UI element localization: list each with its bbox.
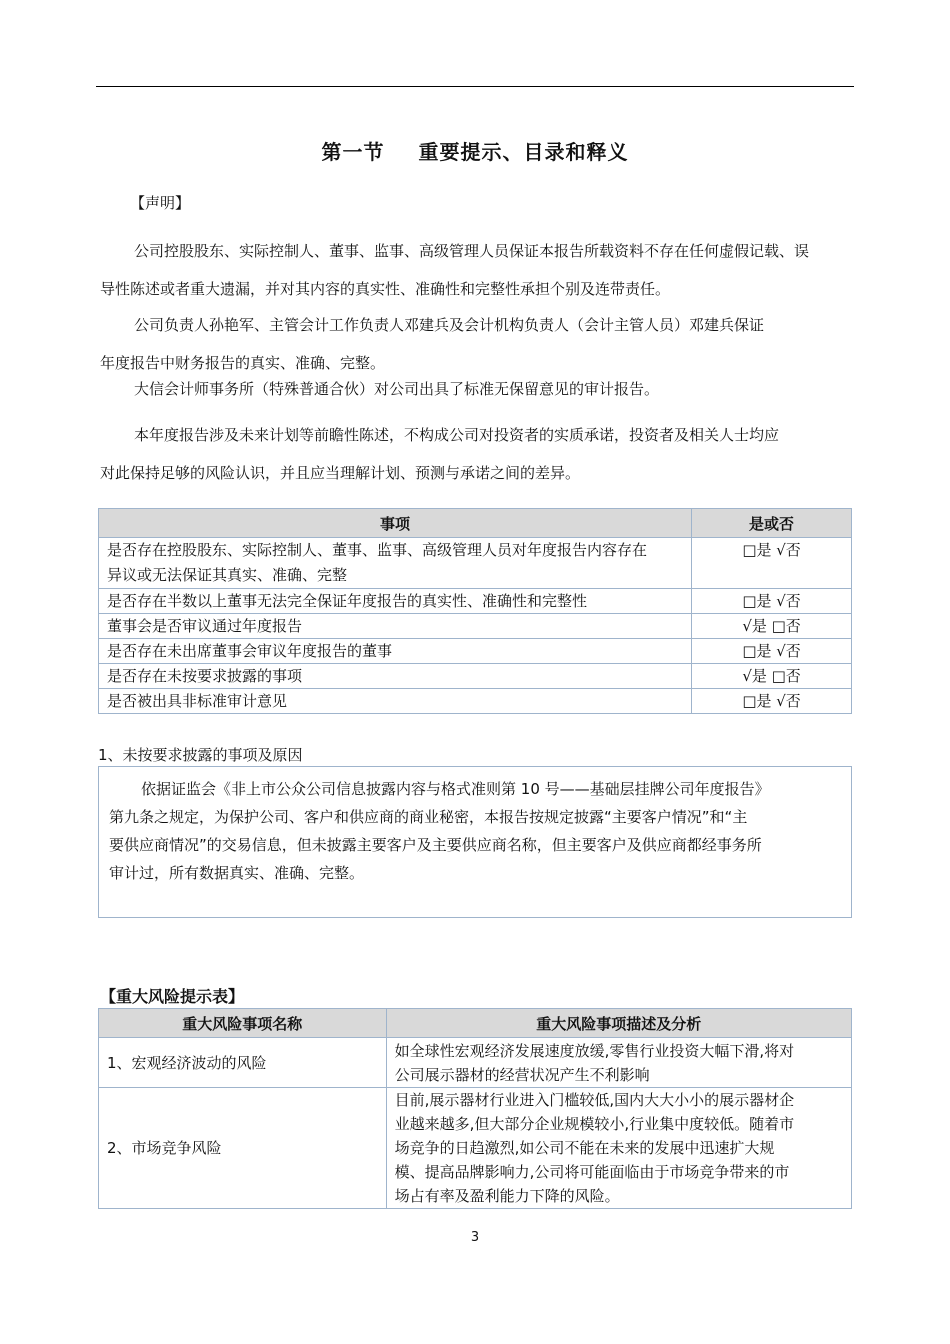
undisclosed-heading: 1、未按要求披露的事项及原因 (98, 746, 303, 764)
item-cell: 董事会是否审议通过年度报告 (99, 614, 692, 639)
undisclosed-reason-box (98, 766, 852, 918)
answer-cell: □是 √否 (692, 589, 852, 614)
paragraph-2: 公司负责人孙艳军、主管会计工作负责人邓建兵及会计机构负责人（会计主管人员）邓建兵保证 年度报告中财务报告的真实、准确、完整。 (100, 316, 765, 372)
item-cell: 是否存在控股股东、实际控制人、董事、监事、高级管理人员对年度报告内容存在 异议或无法保证其真实、准确、完整 (99, 538, 692, 589)
risk-name-cell: 2、市场竞争风险 (99, 1088, 387, 1209)
answer-cell: √是 □否 (692, 614, 852, 639)
page-number: 3 (470, 1230, 480, 1245)
risk-desc-cell: 如全球性宏观经济发展速度放缓,零售行业投资大幅下滑,将对 公司展示器材的经营状况产生不利影响 (386, 1038, 851, 1088)
table-row (99, 1038, 852, 1088)
item-cell: 是否存在未按要求披露的事项 (99, 664, 692, 689)
risk-desc-cell: 目前,展示器材行业进入门槛较低,国内大大小小的展示器材企 业越来越多,但大部分企业规模较小,行业集中度较低。随着市 场竞争的日趋激烈,如公司不能在未来的发展中迅速扩大规 模、提高品牌影响力,公司将可能面临由于市场竞争带来的市 场占有率及盈利能力下降的风险。 (386, 1088, 851, 1209)
table-row (99, 538, 852, 589)
paragraph-1: 公司控股股东、实际控制人、董事、监事、高级管理人员保证本报告所载资料不存在任何虚假记载、误 导性陈述或者重大遗漏，并对其内容的真实性、准确性和完整性承担个别及连带责任。 (100, 242, 810, 298)
column-header-risk-name: 重大风险事项名称 (99, 1009, 387, 1038)
column-header-item: 事项 (99, 509, 692, 538)
confirmation-table (98, 508, 852, 714)
table-row (99, 664, 852, 689)
table-row (99, 689, 852, 714)
column-header-answer: 是或否 (692, 509, 852, 538)
table-row (99, 1088, 852, 1209)
risk-table (98, 1008, 852, 1209)
answer-cell: √是 □否 (692, 664, 852, 689)
table-row (99, 639, 852, 664)
item-cell: 是否被出具非标准审计意见 (99, 689, 692, 714)
section-heading: 重要提示、目录和释义 (418, 140, 629, 164)
statement-label: 【声明】 (130, 194, 191, 212)
item-cell: 是否存在半数以上董事无法完全保证年度报告的真实性、准确性和完整性 (99, 589, 692, 614)
section-number: 第一节 (321, 140, 385, 164)
risk-name-cell: 1、宏观经济波动的风险 (99, 1038, 387, 1088)
reason-line: 第九条之规定，为保护公司、客户和供应商的商业秘密，本报告按规定披露“主要客户情况”和“主 (109, 808, 748, 826)
answer-cell: □是 √否 (692, 538, 852, 589)
paragraph-3: 大信会计师事务所（特殊普通合伙）对公司出具了标准无保留意见的审计报告。 (134, 380, 660, 398)
section-title (0, 136, 950, 165)
risk-table-heading: 【重大风险提示表】 (100, 987, 245, 1006)
answer-cell: □是 √否 (692, 639, 852, 664)
reason-line: 审计过，所有数据真实、准确、完整。 (109, 864, 365, 882)
item-cell: 是否存在未出席董事会审议年度报告的董事 (99, 639, 692, 664)
table-row (99, 589, 852, 614)
table-row (99, 614, 852, 639)
column-header-risk-desc: 重大风险事项描述及分析 (386, 1009, 851, 1038)
reason-line: 依据证监会《非上市公众公司信息披露内容与格式准则第 10 号——基础层挂牌公司年度报告》 (141, 780, 770, 798)
reason-line: 要供应商情况”的交易信息，但未披露主要客户及主要供应商名称，但主要客户及供应商都经事务所 (109, 836, 762, 854)
paragraph-4: 本年度报告涉及未来计划等前瞻性陈述，不构成公司对投资者的实质承诺，投资者及相关人士均应 对此保持足够的风险认识，并且应当理解计划、预测与承诺之间的差异。 (100, 426, 780, 482)
answer-cell: □是 √否 (692, 689, 852, 714)
header-rule (96, 86, 854, 87)
